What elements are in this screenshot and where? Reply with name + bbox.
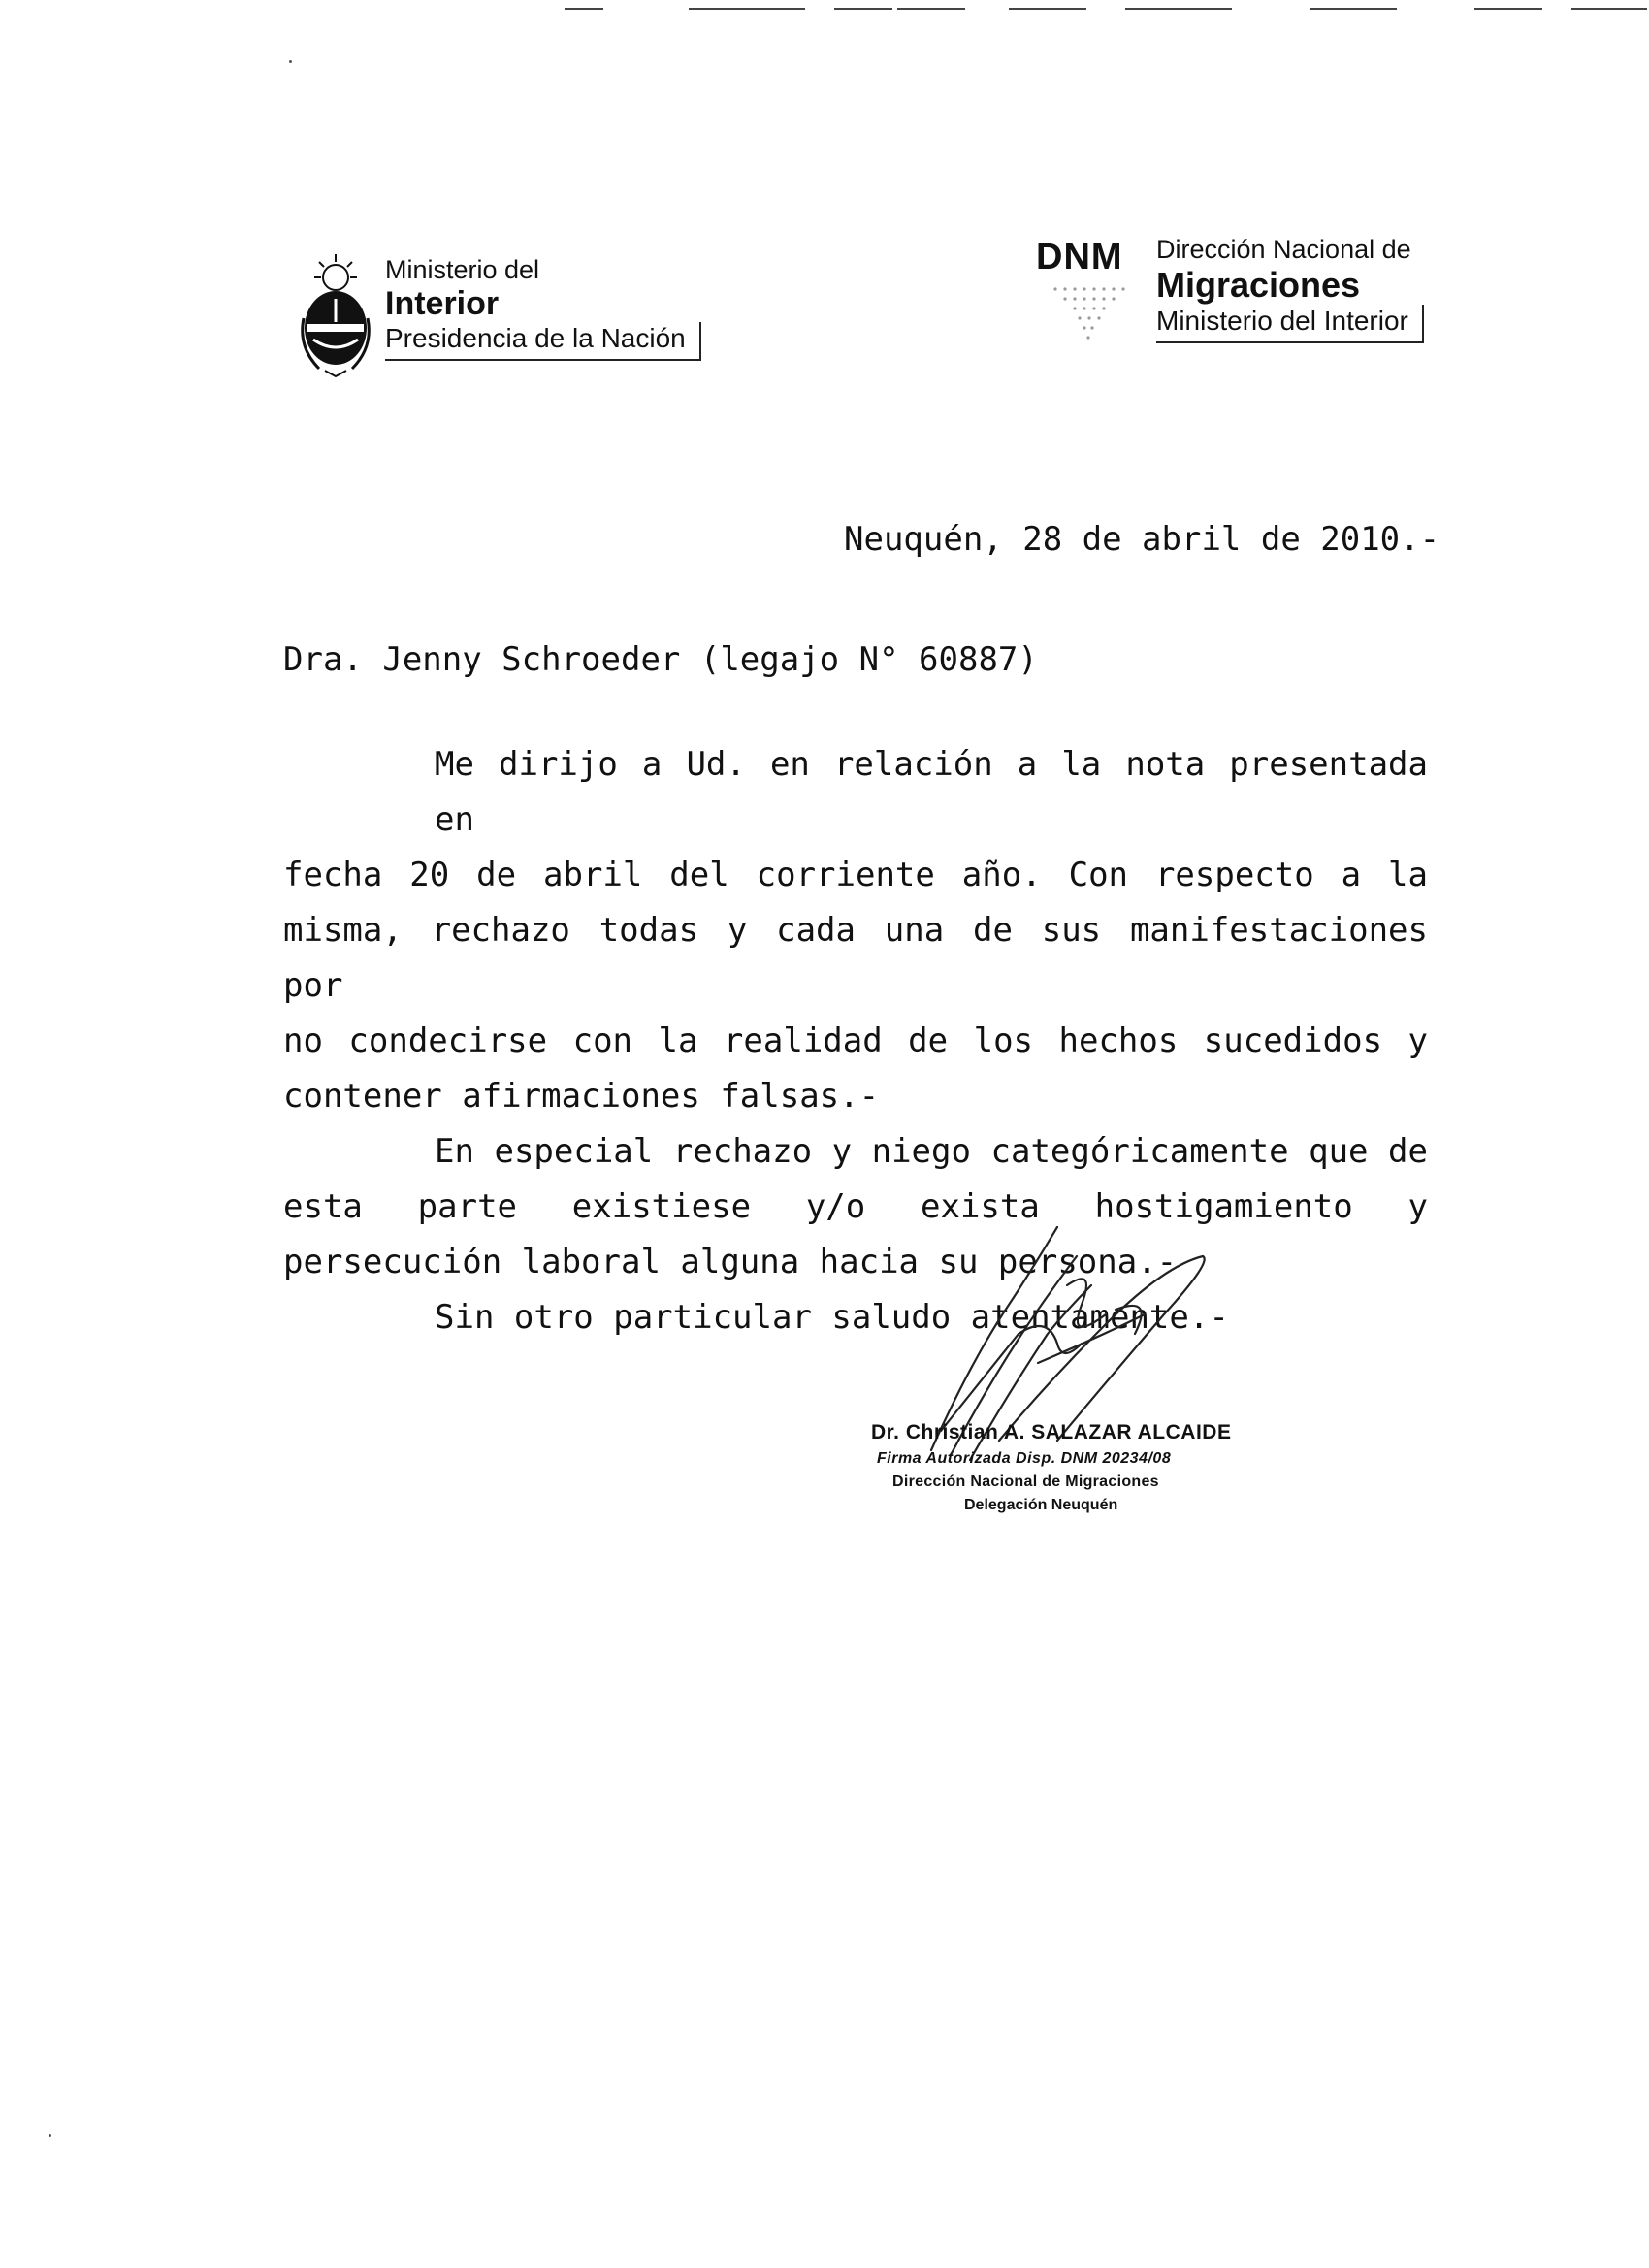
scan-speck — [289, 60, 292, 63]
logo-right-line2: Migraciones — [1156, 265, 1361, 305]
body-line: contener afirmaciones falsas.- — [283, 1077, 880, 1116]
body-line: fecha 20 de abril del corriente año. Con respecto a la — [283, 856, 1428, 894]
logo-left-line3: Presidencia de la Nación — [385, 322, 701, 361]
dnm-logo — [1036, 233, 1463, 369]
dnm-acronym: DNM — [1036, 237, 1123, 277]
body-line: esta parte existiese y/o exista hostigamiento y — [283, 1187, 1428, 1226]
stamp-delegation: Delegación Neuquén — [964, 1497, 1118, 1513]
body-line: misma, rechazo todas y cada una de sus manifestaciones por — [283, 911, 1428, 1005]
body-line: persecución laboral alguna hacia su persona.- — [283, 1243, 1178, 1281]
stamp-name: Dr. Christian A. SALAZAR ALCAIDE — [871, 1421, 1232, 1443]
body-line: En especial rechazo y niego categóricamente que de — [435, 1132, 1428, 1171]
letter-recipient: Dra. Jenny Schroeder (legajo N° 60887) — [283, 640, 1038, 679]
stamp-authorization: Firma Autorizada Disp. DNM 20234/08 — [877, 1450, 1172, 1467]
scan-edge-marks — [543, 8, 1630, 12]
logo-left-line2: Interior — [385, 285, 500, 322]
stamp-office: Dirección Nacional de Migraciones — [892, 1474, 1159, 1490]
body-line: Me dirijo a Ud. en relación a la nota presentada en — [435, 745, 1428, 839]
letter-date: Neuquén, 28 de abril de 2010.- — [844, 520, 1440, 559]
signature-stamp — [871, 1418, 1298, 1517]
dnm-dotted-mark-icon — [1036, 275, 1152, 353]
body-line: no condecirse con la realidad de los hechos sucedidos y — [283, 1021, 1428, 1060]
logo-right-line3: Ministerio del Interior — [1156, 305, 1424, 343]
national-coat-of-arms-icon — [296, 250, 375, 378]
scan-speck — [48, 2134, 51, 2137]
ministerio-interior-logo — [296, 250, 723, 386]
logo-right-line1: Dirección Nacional de — [1156, 235, 1411, 264]
logo-left-line1: Ministerio del — [385, 255, 540, 284]
closing-line: Sin otro particular saludo atentamente.- — [435, 1298, 1229, 1337]
paragraph-1 — [283, 737, 1428, 1124]
